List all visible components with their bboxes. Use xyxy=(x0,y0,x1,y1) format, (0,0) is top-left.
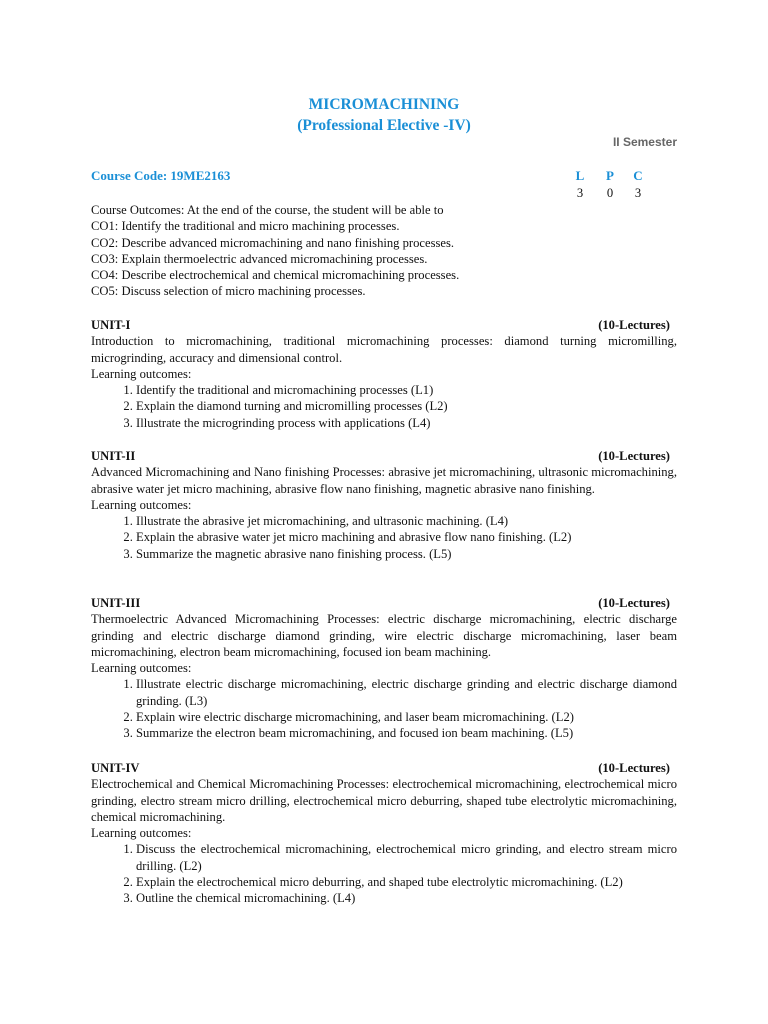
unit-content: Introduction to micromachining, traditional micromachining processes: diamond turning micromilling, microgrinding, accuracy and dimensional control. xyxy=(91,334,677,365)
learning-outcomes-list xyxy=(91,841,677,906)
learning-outcome-item: 2. Explain the electrochemical micro deburring, and shaped tube electrolytic micromachining. (L2) xyxy=(136,874,677,890)
course-outcome-item: CO2: Describe advanced micromachining and nano finishing processes. xyxy=(91,235,455,250)
unit-content: Thermoelectric Advanced Micromachining Processes: electric discharge micromachining, electric discharge grinding and electric discharge diamond grinding, wire electric discharge micromachining, laser beam micromachining, electron beam micromachining, focused ion beam machining. xyxy=(91,612,677,659)
unit-name: UNIT-I xyxy=(91,318,131,332)
course-code: Course Code: 19ME2163 xyxy=(91,168,231,183)
learning-outcome-item: 2. Explain wire electric discharge micromachining, and laser beam micromachining. (L2) xyxy=(136,709,677,725)
learning-outcomes-label: Learning outcomes: xyxy=(91,661,192,676)
unit-header xyxy=(91,448,677,464)
lpc-value-p: 0 xyxy=(606,186,614,200)
learning-outcome-item: 2. Explain the abrasive water jet micro machining and abrasive flow nano finishing. (L2) xyxy=(136,529,677,545)
unit-lectures: (10-Lectures) xyxy=(598,596,670,610)
lpc-header-c: C xyxy=(633,168,643,183)
learning-outcomes-list xyxy=(91,382,677,431)
unit-3-section xyxy=(91,595,677,742)
course-outcomes xyxy=(91,202,677,300)
course-title: MICROMACHINING xyxy=(308,96,460,113)
learning-outcome-item: 2. Explain the diamond turning and micromilling processes (L2) xyxy=(136,398,677,414)
learning-outcome-item: 3. Summarize the magnetic abrasive nano finishing process. (L5) xyxy=(136,546,677,562)
learning-outcomes-label: Learning outcomes: xyxy=(91,366,192,381)
course-outcome-item: CO4: Describe electrochemical and chemical micromachining processes. xyxy=(91,268,460,283)
unit-2-section xyxy=(91,448,677,562)
learning-outcomes-label: Learning outcomes: xyxy=(91,826,192,841)
unit-header xyxy=(91,317,677,333)
learning-outcomes-list xyxy=(91,676,677,741)
learning-outcomes-list xyxy=(91,513,677,562)
lpc-header-p: P xyxy=(606,168,614,183)
learning-outcomes-label: Learning outcomes: xyxy=(91,497,192,512)
unit-content: Electrochemical and Chemical Micromachining Processes: electrochemical micromachining, electrochemical micro grinding, electro stream micro drilling, electrochemical micro deburring, shaped tube electrolytic micromachining, chemical micromachining. xyxy=(91,777,677,824)
lpc-header-l: L xyxy=(575,168,585,183)
learning-outcome-item: 1. Identify the traditional and micromachining processes (L1) xyxy=(136,382,677,398)
learning-outcome-item: 3. Illustrate the microgrinding process with applications (L4) xyxy=(136,415,677,431)
course-outcome-item: CO1: Identify the traditional and micro machining processes. xyxy=(91,219,400,234)
unit-name: UNIT-III xyxy=(91,596,141,610)
learning-outcome-item: 1. Illustrate electric discharge micromachining, electric discharge grinding and electric discharge diamond grinding. (L3) xyxy=(136,676,677,709)
unit-lectures: (10-Lectures) xyxy=(598,449,670,463)
course-outcome-item: CO5: Discuss selection of micro machining processes. xyxy=(91,284,366,299)
unit-4-section xyxy=(91,760,677,907)
learning-outcome-item: 1. Discuss the electrochemical micromachining, electrochemical micro grinding, and electro stream micro drilling. (L2) xyxy=(136,841,677,874)
unit-header xyxy=(91,595,677,611)
learning-outcome-item: 3. Summarize the electron beam micromachining, and focused ion beam machining. (L5) xyxy=(136,725,677,741)
unit-content: Advanced Micromachining and Nano finishing Processes: abrasive jet micromachining, ultrasonic micromachining, abrasive water jet micro machining, abrasive flow nano finishing, magnetic abrasive nano finishing. xyxy=(91,465,677,496)
lpc-value-c: 3 xyxy=(634,186,642,200)
course-outcome-item: CO3: Explain thermoelectric advanced micromachining processes. xyxy=(91,251,428,266)
unit-header xyxy=(91,760,677,776)
unit-name: UNIT-IV xyxy=(91,761,140,775)
learning-outcome-item: 3. Outline the chemical micromachining. (L4) xyxy=(136,890,677,906)
unit-lectures: (10-Lectures) xyxy=(598,318,670,332)
course-subtitle: (Professional Elective -IV) xyxy=(297,117,471,134)
learning-outcome-item: 1. Illustrate the abrasive jet micromachining, and ultrasonic machining. (L4) xyxy=(136,513,677,529)
semester-label: II Semester xyxy=(612,135,677,149)
course-outcomes-intro: Course Outcomes: At the end of the course, the student will be able to xyxy=(91,203,444,217)
unit-lectures: (10-Lectures) xyxy=(598,761,670,775)
lpc-value-l: 3 xyxy=(576,186,584,200)
unit-name: UNIT-II xyxy=(91,449,136,463)
unit-1-section xyxy=(91,317,677,431)
